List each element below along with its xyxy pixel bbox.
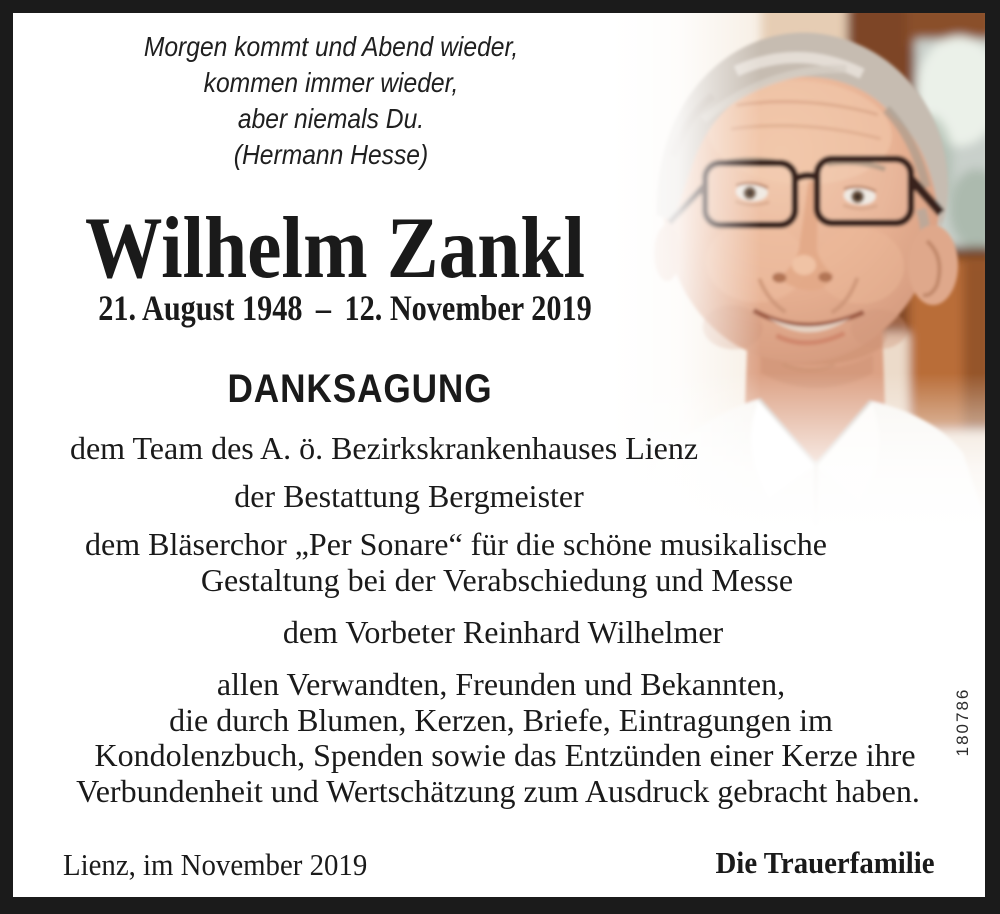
life-dates — [98, 290, 591, 326]
thanks-line: die durch Blumen, Kerzen, Briefe, Eintragungen im — [169, 702, 833, 738]
thanks-line: dem Bläserchor „Per Sonare“ für die schöne musikalische — [85, 526, 827, 562]
thanks-line: dem Team des A. ö. Bezirkskrankenhauses Lienz — [69, 430, 699, 466]
danksagung-heading: DANKSAGUNG — [227, 367, 493, 411]
thanks-line: Kondolenzbuch, Spenden sowie das Entzünden einer Kerze ihre — [94, 737, 916, 773]
quote-line: aber niemals Du. — [237, 103, 425, 134]
thanks-line: Gestaltung bei der Verabschiedung und Messe — [200, 562, 794, 598]
place-and-date: Lienz, im November 2019 — [63, 847, 368, 882]
quote-line: Morgen kommt und Abend wieder, — [143, 31, 519, 62]
deceased-name: Wilhelm Zankl — [85, 200, 585, 297]
death-date: 12. November 2019 — [344, 288, 592, 328]
thanks-line: allen Verwandten, Freunden und Bekannten, — [216, 666, 786, 702]
quote-line: kommen immer wieder, — [203, 67, 459, 98]
birth-date: 21. August 1948 — [98, 288, 303, 328]
family-signature: Die Trauerfamilie — [715, 845, 935, 880]
reference-number: 180786 — [953, 687, 972, 757]
quote-block — [144, 29, 518, 173]
thanks-line: dem Vorbeter Reinhard Wilhelmer — [282, 614, 724, 650]
thanks-line: Verbundenheit und Wertschätzung zum Ausdruck gebracht haben. — [76, 773, 920, 809]
thanks-line: der Bestattung Bergmeister — [234, 478, 584, 514]
quote-attribution: (Hermann Hesse) — [233, 139, 429, 170]
date-separator: – — [315, 288, 332, 328]
